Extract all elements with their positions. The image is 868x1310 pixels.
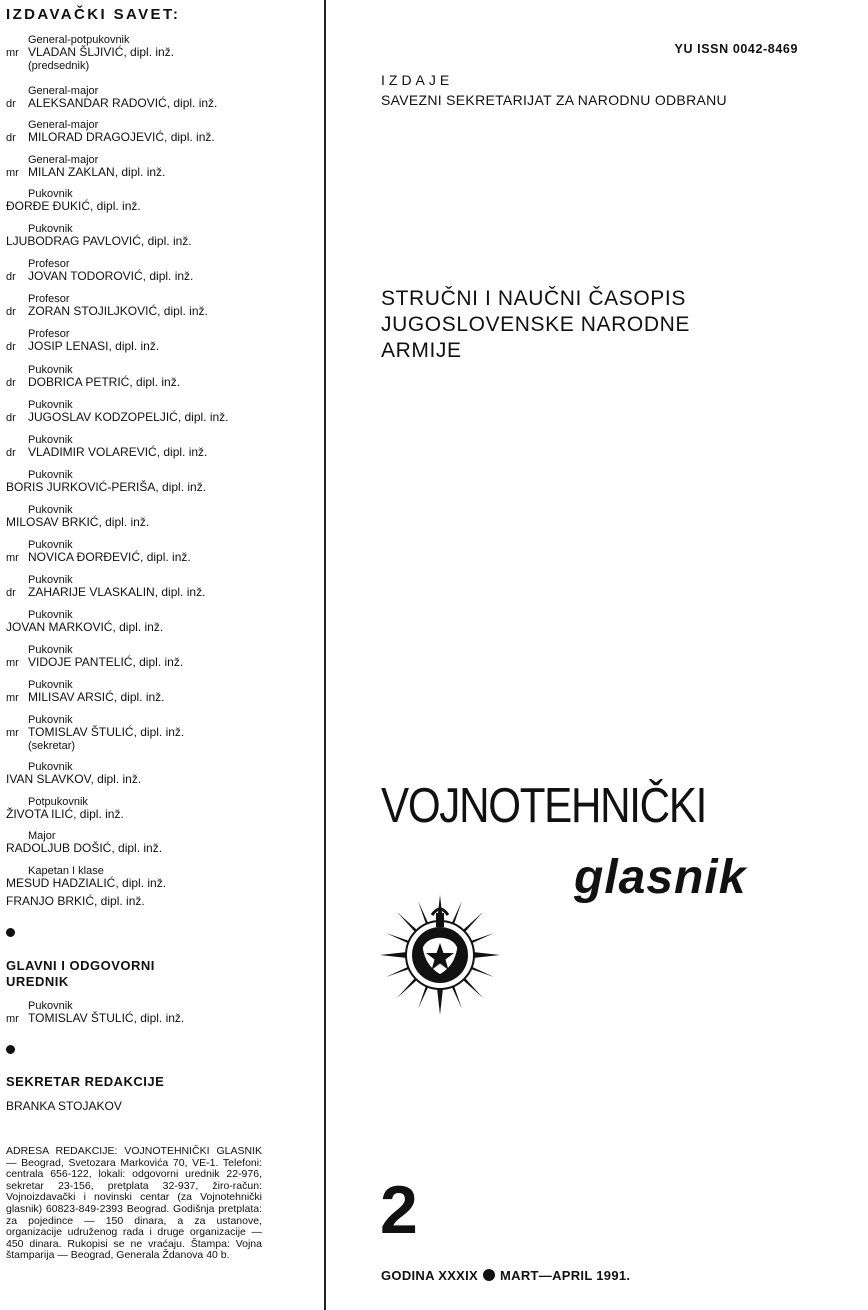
board-member (6, 797, 316, 821)
issue-date-line: GODINA XXXIX MART—APRIL 1991. (381, 1268, 631, 1283)
member-title-prefix: dr (6, 341, 16, 353)
board-member (6, 120, 316, 145)
board-member (6, 224, 316, 248)
member-rank: Kapetan I klase (28, 865, 104, 877)
board-member (6, 329, 316, 354)
member-name: JOVAN TODOROVIĆ, dipl. inž. (28, 269, 194, 283)
member-rank: Pukovnik (28, 399, 73, 411)
member-rank: Profesor (28, 293, 70, 305)
member-title-prefix: dr (6, 412, 16, 424)
editorial-board-column (0, 0, 322, 1310)
member-rank: General-major (28, 119, 99, 131)
board-member (6, 400, 316, 425)
member-rank: Pukovnik (28, 609, 73, 621)
member-name: JOSIP LENASI, dipl. inž. (28, 339, 160, 353)
member-name: MILOSAV BRKIĆ, dipl. inž. (6, 515, 150, 529)
publisher-label: IZDAJE (381, 72, 454, 88)
board-member (6, 610, 316, 634)
member-role-note: (sekretar) (28, 740, 76, 752)
member-name: JOVAN MARKOVIĆ, dipl. inž. (6, 620, 164, 634)
member-rank: Pukovnik (28, 761, 73, 773)
member-name: LJUBODRAG PAVLOVIĆ, dipl. inž. (6, 234, 192, 248)
board-heading: IZDAVAČKI SAVET: (6, 6, 181, 23)
member-name: ZAHARIJE VLASKALIN, dipl. inž. (28, 585, 206, 599)
member-name: RADOLJUB DOŠIĆ, dipl. inž. (6, 841, 163, 855)
journal-subtitle: glasnik (574, 851, 747, 904)
member-title-prefix: mr (6, 47, 19, 59)
board-member (6, 435, 316, 460)
board-member (6, 715, 316, 752)
member-title-prefix: dr (6, 587, 16, 599)
member-title-prefix: mr (6, 657, 19, 669)
address-block: ADRESA REDAKCIJE: VOJNOTEHNIČKI GLASNIK — Beograd, Svetozara Markovića 70, VE-1. Telefoni: centrala 656-122, lokali: odgovorni urednik 22-976, sekretar 23-156, pretplata 32-937, žiro-račun: Vojnoizdavački i novinski centar (za Vojnotehnički glasnik) 60823-849-2393 Beograd. Godišnja pretplata: za pojedince — 150 dinara, a za ustanove, organizacije udruženog rada i druge organizacije — 450 dinara. Rukopisi se ne vraćaju. Štampa: Vojna štamparija — Beograd, Generala Ždanova 40 b. (6, 1145, 262, 1262)
board-member (6, 540, 316, 565)
board-member (6, 155, 316, 180)
member-name: IVAN SLAVKOV, dipl. inž. (6, 772, 142, 786)
member-name: ZORAN STOJILJKOVIĆ, dipl. inž. (28, 304, 208, 318)
member-rank: Pukovnik (28, 504, 73, 516)
member-name: JUGOSLAV KODZOPELJIĆ, dipl. inž. (28, 410, 229, 424)
secretary-title: SEKRETAR REDAKCIJE (6, 1074, 165, 1089)
bullet-icon (6, 928, 15, 937)
member-name: VLADIMIR VOLAREVIĆ, dipl. inž. (28, 445, 208, 459)
member-name: FRANJO BRKIĆ, dipl. inž. (6, 894, 145, 908)
board-member (6, 866, 316, 890)
member-title-prefix: mr (6, 727, 19, 739)
member-name: MESUD HADZIALIĆ, dipl. inž. (6, 876, 167, 890)
secretary-name: BRANKA STOJAKOV (6, 1099, 122, 1113)
board-member (6, 470, 316, 494)
journal-description: STRUČNI I NAUČNI ČASOPIS JUGOSLOVENSKE NARODNE ARMIJE (381, 287, 690, 362)
member-name: MILORAD DRAGOJEVIĆ, dipl. inž. (28, 130, 215, 144)
issn: YU ISSN 0042-8469 (674, 42, 798, 56)
member-rank: Pukovnik (28, 644, 73, 656)
publisher-name: SAVEZNI SEKRETARIJAT ZA NARODNU ODBRANU (381, 92, 727, 108)
member-rank: Pukovnik (28, 223, 73, 235)
board-member (6, 680, 316, 705)
member-title-prefix: dr (6, 98, 16, 110)
member-name: MILISAV ARSIĆ, dipl. inž. (28, 690, 165, 704)
member-rank: Pukovnik (28, 574, 73, 586)
member-name: NOVICA ĐORĐEVIĆ, dipl. inž. (28, 550, 191, 564)
member-title-prefix: mr (6, 552, 19, 564)
member-name: DOBRICA PETRIĆ, dipl. inž. (28, 375, 181, 389)
member-rank: Potpukovnik (28, 796, 88, 808)
issue-number: 2 (380, 1172, 418, 1248)
bullet-icon (6, 1045, 15, 1054)
member-title-prefix: dr (6, 306, 16, 318)
member-title-prefix: mr (6, 692, 19, 704)
board-member (6, 895, 316, 908)
member-rank: Pukovnik (28, 188, 73, 200)
member-rank: General-major (28, 154, 99, 166)
board-member (6, 575, 316, 600)
member-rank: Pukovnik (28, 364, 73, 376)
member-name: TOMISLAV ŠTULIĆ, dipl. inž. (28, 725, 185, 739)
board-member (6, 294, 316, 319)
board-member (6, 831, 316, 855)
member-title-prefix: mr (6, 167, 19, 179)
member-rank: Pukovnik (28, 714, 73, 726)
board-member (6, 365, 316, 390)
member-name: VIDOJE PANTELIĆ, dipl. inž. (28, 655, 184, 669)
member-name: BORIS JURKOVIĆ-PERIŠA, dipl. inž. (6, 480, 207, 494)
member-role-note: (predsednik) (28, 60, 90, 72)
member-name: MILAN ZAKLAN, dipl. inž. (28, 165, 166, 179)
member-rank: Pukovnik (28, 539, 73, 551)
editor-in-chief-title: GLAVNI I ODGOVORNI UREDNIK (6, 958, 155, 989)
board-member (6, 762, 316, 786)
member-rank: Profesor (28, 328, 70, 340)
member-rank: Major (28, 830, 56, 842)
board-member (6, 86, 316, 111)
board-member (6, 35, 316, 72)
member-name: ALEKSANDAR RADOVIĆ, dipl. inž. (28, 96, 218, 110)
board-member (6, 189, 316, 213)
member-name: ŽIVOTA ILIĆ, dipl. inž. (6, 807, 124, 821)
journal-title: VOJNOTEHNIČKI (381, 779, 707, 833)
member-rank: General-major (28, 85, 99, 97)
member-title-prefix: dr (6, 271, 16, 283)
board-member (6, 259, 316, 284)
army-emblem-icon (378, 893, 502, 1017)
bullet-icon (483, 1269, 495, 1281)
member-title-prefix: dr (6, 377, 16, 389)
member-title-prefix: dr (6, 132, 16, 144)
board-member (6, 645, 316, 670)
member-rank: Pukovnik (28, 434, 73, 446)
editor-in-chief: Pukovnik mr TOMISLAV ŠTULIĆ, dipl. inž. (6, 1000, 185, 1025)
member-rank: Pukovnik (28, 469, 73, 481)
member-rank: Pukovnik (28, 679, 73, 691)
board-member (6, 505, 316, 529)
cover-column (326, 0, 868, 1310)
member-name: ĐORĐE ĐUKIĆ, dipl. inž. (6, 199, 141, 213)
member-rank: Profesor (28, 258, 70, 270)
member-rank: General-potpukovnik (28, 34, 130, 46)
member-title-prefix: dr (6, 447, 16, 459)
member-name: VLADAN ŠLJIVIĆ, dipl. inž. (28, 45, 175, 59)
